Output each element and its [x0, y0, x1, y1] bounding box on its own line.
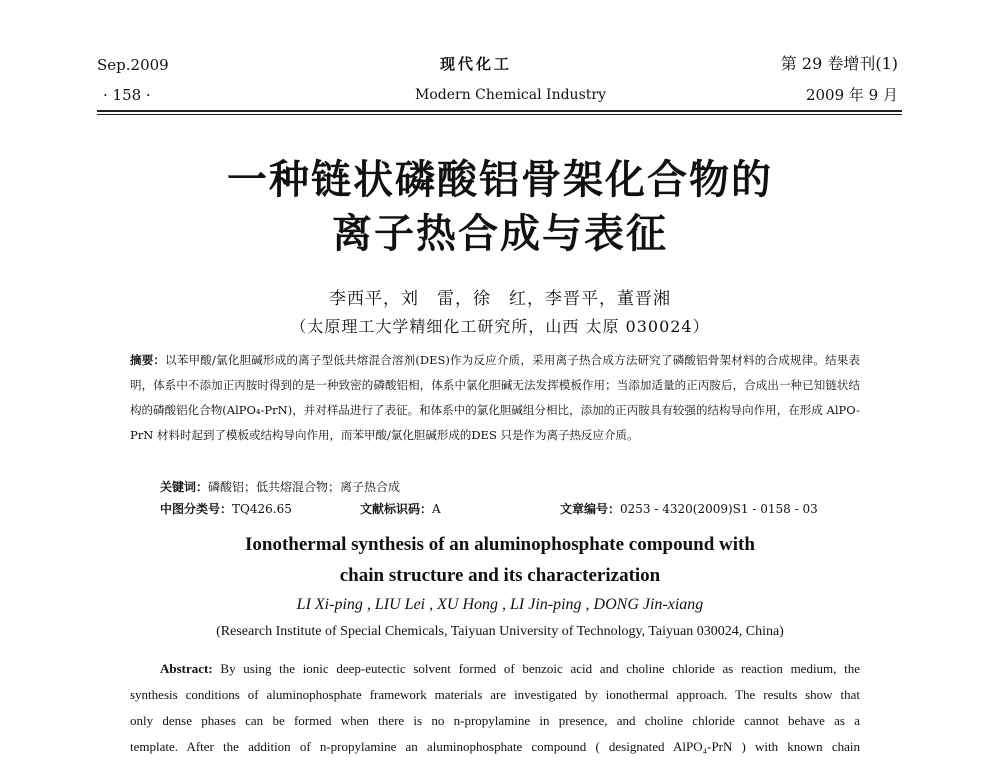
abstract-en — [130, 656, 860, 760]
affiliation-cn: （太原理工大学精细化工研究所，山西 太原 030024） — [290, 317, 710, 336]
abstract-en-label: Abstract: — [160, 661, 213, 676]
clc-number — [160, 500, 292, 517]
clc-value: TQ426.65 — [232, 502, 292, 516]
title-en-line1: Ionothermal synthesis of an aluminophosphate compound with — [245, 534, 755, 555]
issue-date-cn: 2009 年 9 月 — [805, 86, 898, 104]
keywords-cn — [160, 478, 400, 495]
page-number: · 158 · — [103, 86, 151, 104]
header-rule-thick — [97, 110, 902, 112]
keywords-text: 磷酸铝；低共熔混合物；离子热合成 — [208, 480, 401, 494]
authors-cn: 李西平，刘 雷，徐 红，李晋平，董晋湘 — [329, 289, 671, 309]
journal-date: Sep.2009 — [97, 56, 169, 74]
abstract-cn — [130, 348, 860, 448]
article-number-value: 0253 - 4320(2009)S1 - 0158 - 03 — [620, 502, 818, 516]
abstract-en-line1-text: By using the ionic deep-eutectic solvent formed of benzoic acid and choline chloride as reaction medium, the — [212, 661, 860, 676]
doc-code-label: 文献标识码： — [360, 502, 433, 516]
title-cn-line2: 离子热合成与表征 — [332, 211, 668, 257]
journal-name-en: Modern Chemical Industry — [415, 87, 606, 103]
clc-label: 中图分类号： — [160, 502, 233, 516]
abstract-cn-text: 以苯甲酸/氯化胆碱形成的离子型低共熔混合溶剂(DES)作为反应介质，采用离子热合成方法研究了磷酸铝骨架材料的合成规律。结果表明，体系中不添加正丙胺时得到的是一种致密的磷酸铝相，体系中氯化胆碱无法发挥模板作用；当添加适量的正丙胺后，合成出一种已知链状结构的磷酸铝化合物(AlPO₄-PrN)，并对样品进行了表征。和体系中的氯化胆碱组分相比，添加的正丙胺具有较强的结构导向作用，在形成 AlPO-PrN 材料时起到了模板或结构导向作用，而苯甲酸/氯化胆碱形成的DES 只是作为离子热反应介质。 — [130, 353, 861, 442]
title-cn-line1: 一种链状磷酸铝骨架化合物的 — [227, 157, 773, 203]
affiliation-en: (Research Institute of Special Chemicals, Taiyuan University of Technology, Taiyuan 030024, China) — [216, 624, 784, 639]
title-en-line2: chain structure and its characterization — [339, 565, 661, 586]
journal-name-cn: 现代化工 — [440, 55, 513, 73]
keywords-label: 关键词： — [160, 480, 209, 494]
article-number — [560, 500, 818, 517]
abstract-en-line4: template. After the addition of n-propylamine an aluminophosphate compound ( designated AlPO₄-PrN ) with known chain — [130, 739, 860, 754]
header-rule-thin — [97, 114, 902, 115]
abstract-en-line3: only dense phases can be formed when there is no n-propylamine in presence, and choline chloride cannot behave as a — [130, 713, 860, 728]
document-code — [360, 500, 441, 517]
article-number-label: 文章编号： — [560, 502, 621, 516]
abstract-cn-label: 摘要： — [130, 353, 166, 367]
authors-en: LI Xi-ping , LIU Lei , XU Hong , LI Jin-ping , DONG Jin-xiang — [296, 596, 704, 613]
abstract-en-line2: synthesis conditions of aluminophosphate framework materials are investigated by ionothermal approach. The results show that — [130, 687, 860, 702]
volume-issue: 第 29 卷增刊(1) — [780, 54, 898, 73]
doc-code-value: A — [432, 502, 441, 516]
abstract-en-line1 — [130, 656, 860, 682]
